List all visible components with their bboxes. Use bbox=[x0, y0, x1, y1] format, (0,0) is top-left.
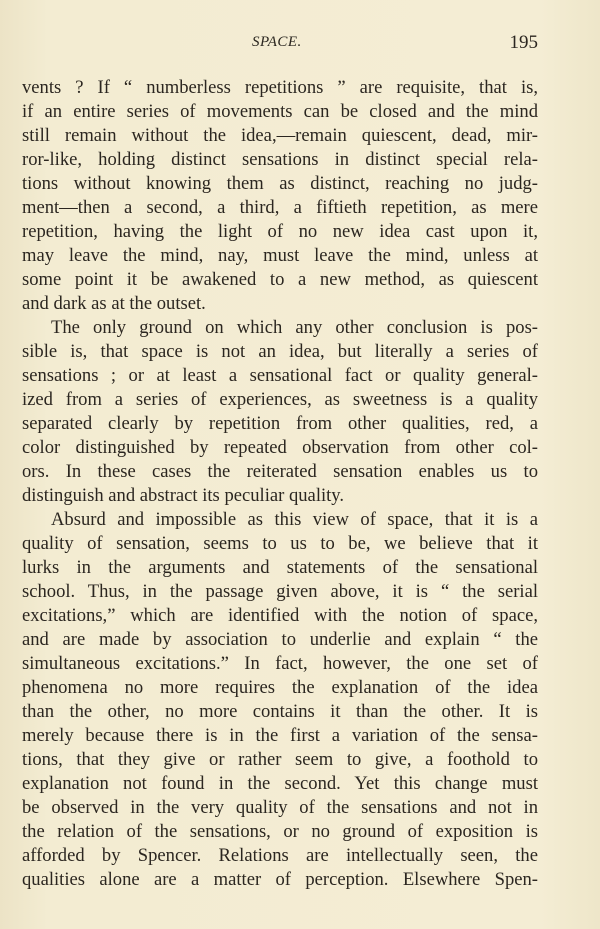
text-line: tions, that they give or rather seem to give, a foothold to bbox=[22, 749, 538, 770]
text-line: and are made by association to underlie and explain “ the bbox=[22, 629, 538, 650]
text-line: separated clearly by repetition from other qualities, red, a bbox=[22, 413, 538, 434]
text-line: lurks in the arguments and statements of the sensational bbox=[22, 557, 538, 578]
text-line: if an entire series of movements can be closed and the mind bbox=[22, 101, 538, 122]
text-line: vents ? If “ numberless repetitions ” are requisite, that is, bbox=[22, 77, 538, 98]
text-line: phenomena no more requires the explanation of the idea bbox=[22, 677, 538, 698]
text-line: The only ground on which any other conclusion is pos- bbox=[51, 317, 538, 338]
body-text bbox=[22, 76, 538, 892]
paragraph bbox=[22, 316, 538, 508]
text-line: be observed in the very quality of the sensations and not in bbox=[22, 797, 538, 818]
text-line: sensations ; or at least a sensational fact or quality general- bbox=[22, 365, 538, 386]
text-line: afforded by Spencer. Relations are intellectually seen, the bbox=[22, 845, 538, 866]
text-line: sible is, that space is not an idea, but literally a series of bbox=[22, 341, 538, 362]
page-number: 195 bbox=[509, 32, 538, 53]
text-line: qualities alone are a matter of perception. Elsewhere Spen- bbox=[22, 869, 538, 890]
text-line: the relation of the sensations, or no ground of exposition is bbox=[22, 821, 538, 842]
text-line: ors. In these cases the reiterated sensation enables us to bbox=[22, 461, 538, 482]
text-line: and dark as at the outset. bbox=[22, 293, 206, 314]
text-line: some point it be awakened to a new method, as quiescent bbox=[22, 269, 538, 290]
paragraph bbox=[22, 76, 538, 316]
text-line: color distinguished by repeated observation from other col- bbox=[22, 437, 538, 458]
text-line: may leave the mind, nay, must leave the mind, unless at bbox=[22, 245, 538, 266]
text-line: explanation not found in the second. Yet this change must bbox=[22, 773, 538, 794]
text-line: repetition, having the light of no new idea cast upon it, bbox=[22, 221, 538, 242]
text-line: distinguish and abstract its peculiar quality. bbox=[22, 485, 345, 506]
text-line: than the other, no more contains it than the other. It is bbox=[22, 701, 538, 722]
paragraph bbox=[22, 508, 538, 892]
text-line: still remain without the idea,—remain quiescent, dead, mir- bbox=[22, 125, 538, 146]
text-line: simultaneous excitations.” In fact, however, the one set of bbox=[22, 653, 538, 674]
running-head bbox=[0, 34, 600, 58]
text-line: ror-like, holding distinct sensations in distinct special rela- bbox=[22, 149, 538, 170]
text-line: merely because there is in the first a variation of the sensa- bbox=[22, 725, 538, 746]
chapter-title: SPACE. bbox=[252, 34, 302, 50]
text-line: tions without knowing them as distinct, reaching no judg- bbox=[22, 173, 538, 194]
text-line: ment—then a second, a third, a fiftieth repetition, as mere bbox=[22, 197, 538, 218]
text-line: Absurd and impossible as this view of space, that it is a bbox=[51, 509, 538, 530]
text-line: quality of sensation, seems to us to be, we believe that it bbox=[22, 533, 538, 554]
text-line: school. Thus, in the passage given above, it is “ the serial bbox=[22, 581, 538, 602]
text-line: ized from a series of experiences, as sweetness is a quality bbox=[22, 389, 538, 410]
text-line: excitations,” which are identified with the notion of space, bbox=[22, 605, 538, 626]
